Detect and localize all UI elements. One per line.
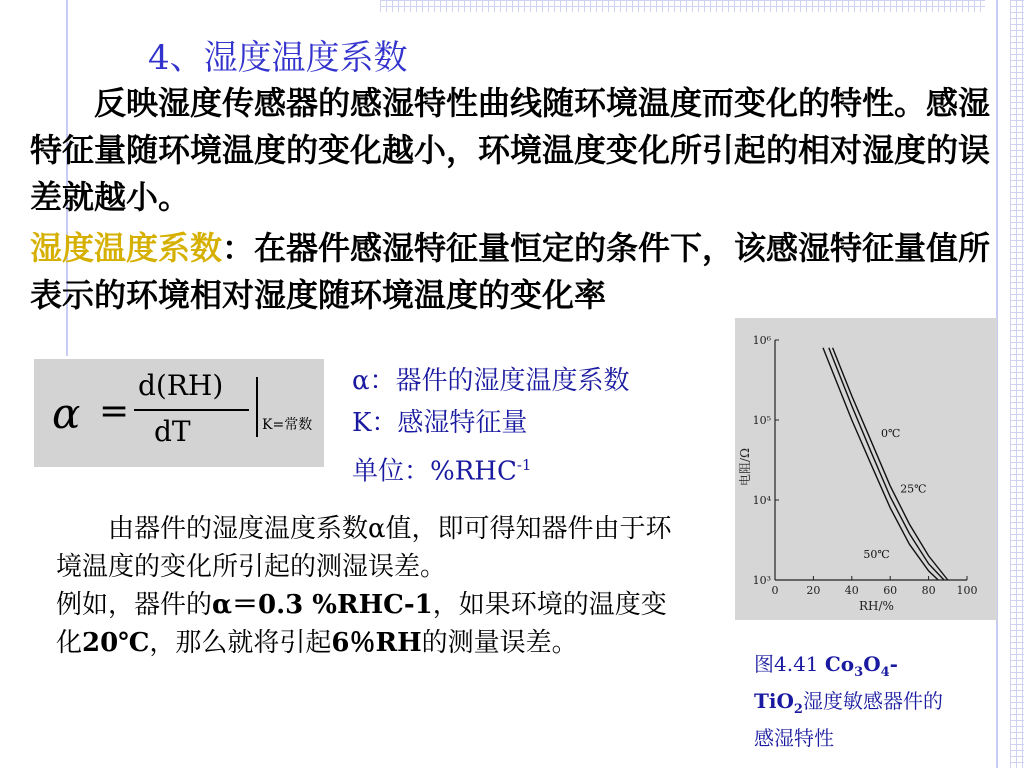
example-temp-change: 20℃ <box>82 628 150 658</box>
formula-eval-bar <box>256 377 258 437</box>
formula-fraction-bar <box>134 409 249 411</box>
slide-title: 4、湿度温度系数 <box>148 38 408 78</box>
formula-legend <box>352 360 630 493</box>
legend-unit-text: 单位：%RHC <box>352 456 517 487</box>
figure-caption <box>754 650 950 752</box>
example-paragraph <box>56 510 686 662</box>
chart-svg <box>735 318 997 620</box>
caption-o: O <box>863 652 881 676</box>
x-axis-label: RH/% <box>859 599 894 613</box>
caption-o-sub: 4 <box>880 665 890 680</box>
y-tick-label: 10⁵ <box>752 414 771 427</box>
x-tick-label: 40 <box>844 584 859 597</box>
y-tick-label: 10³ <box>752 574 771 587</box>
caption-co-sub: 3 <box>854 665 864 680</box>
caption-rest: 湿度敏感器件的感湿特性 <box>754 689 943 750</box>
series-label: 50℃ <box>863 548 890 562</box>
example-alpha-value: α＝0.3 %RHC-1 <box>212 590 433 620</box>
intro-paragraph <box>30 80 1006 221</box>
formula-image <box>34 359 324 467</box>
legend-unit <box>352 444 630 493</box>
series-label: 0℃ <box>881 426 901 440</box>
example-line1 <box>56 510 686 586</box>
caption-tio: TiO <box>754 689 794 713</box>
x-tick-label: 0 <box>771 584 779 597</box>
series-line <box>833 348 948 580</box>
series-label: 25℃ <box>900 482 927 496</box>
example-error: 6％RH <box>331 628 422 658</box>
x-tick-label: 80 <box>921 584 936 597</box>
caption-dash: - <box>889 652 898 676</box>
definition-term: 湿度温度系数 <box>30 229 223 267</box>
example-text1: 由器件的湿度温度系数α值，即可得知器件由于环境温度的变化所引起的测湿误差。 <box>56 514 672 582</box>
humidity-chart <box>735 318 997 620</box>
x-tick-label: 60 <box>883 584 898 597</box>
formula-equals: = <box>99 391 130 432</box>
formula-condition: K=常数 <box>262 417 313 433</box>
decor-grid-top <box>380 0 985 12</box>
caption-tio-sub: 2 <box>793 702 803 717</box>
formula-denominator: dT <box>154 415 191 448</box>
example-line2 <box>56 586 686 662</box>
caption-prefix: 图4.41 <box>754 652 825 676</box>
legend-k: K：感湿特征量 <box>352 408 528 438</box>
example-mid: ，如果环境的温度变化 <box>56 590 667 658</box>
definition-text: 在器件感湿特征量恒定的条件下，该感湿特征量值所表示的环境相对湿度随环境温度的变化率 <box>30 229 991 314</box>
legend-alpha: α：器件的湿度温度系数 <box>352 366 630 396</box>
definition-sep: ： <box>222 229 255 267</box>
y-tick-label: 10⁶ <box>752 334 771 347</box>
example-pre: 例如，器件的 <box>56 590 213 620</box>
x-tick-label: 100 <box>956 584 978 597</box>
example-end: 的测量误差。 <box>421 628 578 658</box>
decor-grid-right <box>1010 0 1024 768</box>
formula-numerator: d(RH) <box>138 369 224 402</box>
definition-paragraph <box>30 225 1006 319</box>
y-tick-label: 10⁴ <box>752 494 771 507</box>
intro-text: 反映湿度传感器的感湿特性曲线随环境温度而变化的特性。感湿特征量随环境温度的变化越小，环境温度变化所引起的相对湿度的误差就越小。 <box>30 84 991 216</box>
legend-unit-sup: -1 <box>516 456 532 474</box>
formula-alpha: α <box>52 389 81 438</box>
y-axis-label: 电阻/Ω <box>738 448 752 486</box>
caption-co: Co <box>824 652 855 676</box>
example-mid2: ，那么就将引起 <box>149 628 332 658</box>
x-tick-label: 20 <box>806 584 821 597</box>
